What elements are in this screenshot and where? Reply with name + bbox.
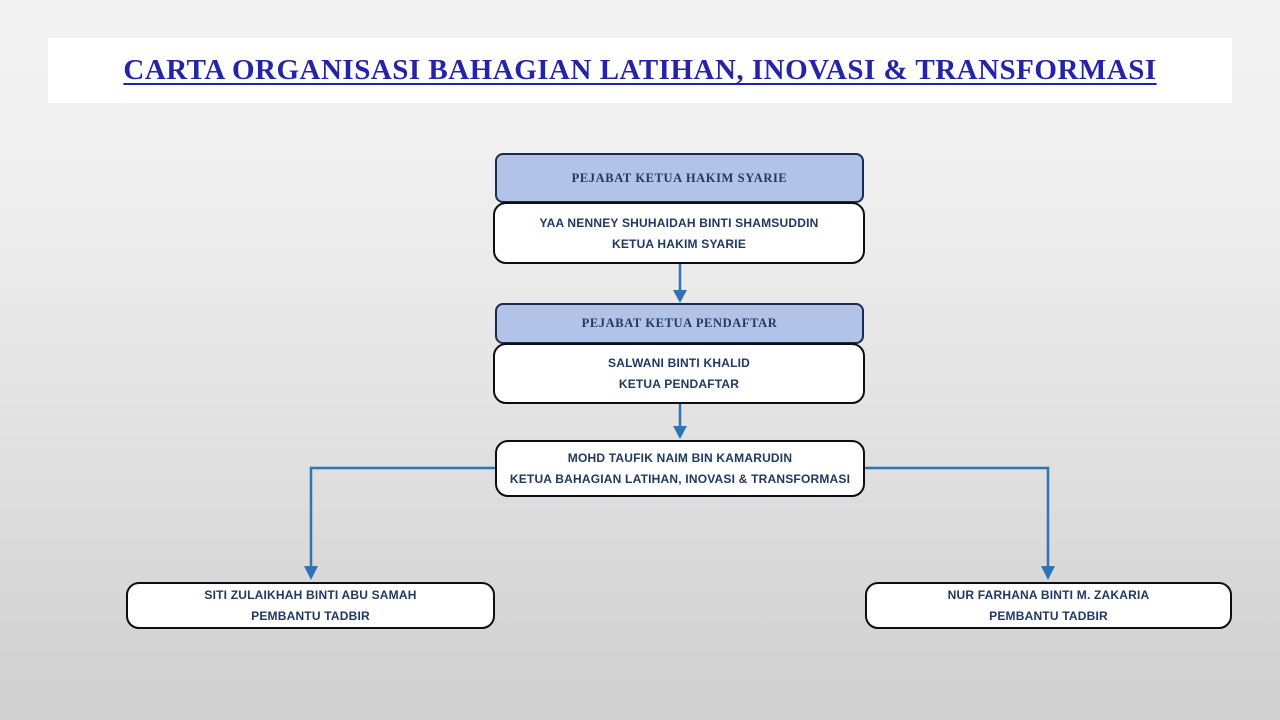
person-name: YAA NENNEY SHUHAIDAH BINTI SHAMSUDDIN [539,215,819,230]
arrowhead-pendaftar-ketua [673,426,687,439]
title-band [48,38,1232,103]
arrowhead-staff-left [304,566,318,580]
person-box-ketua-pendaftar [493,343,865,404]
office-box-ketua-hakim-syarie [495,153,864,203]
connector-ketua-staff-left [311,468,495,567]
person-role: KETUA HAKIM SYARIE [611,236,747,251]
page-title: CARTA ORGANISASI BAHAGIAN LATIHAN, INOVASI & TRANSFORMASI [123,54,1157,86]
office-box-ketua-pendaftar [495,303,864,344]
arrowhead-hakim-pendaftar [673,290,687,303]
person-name: NUR FARHANA BINTI M. ZAKARIA [947,588,1150,602]
person-box-staff-left [126,582,495,629]
person-name: MOHD TAUFIK NAIM BIN KAMARUDIN [567,451,793,465]
office-label: PEJABAT KETUA PENDAFTAR [581,316,778,330]
office-label: PEJABAT KETUA HAKIM SYARIE [571,170,788,185]
person-name: SALWANI BINTI KHALID [608,356,750,370]
connector-ketua-staff-right [865,468,1048,567]
person-role: PEMBANTU TADBIR [251,609,370,623]
person-name: SITI ZULAIKHAH BINTI ABU SAMAH [204,588,417,602]
person-role: PEMBANTU TADBIR [989,609,1108,623]
arrowhead-staff-right [1041,566,1055,580]
person-role: KETUA BAHAGIAN LATIHAN, INOVASI & TRANSFORMASI [509,472,851,486]
person-box-staff-right [865,582,1232,629]
person-role: KETUA PENDAFTAR [618,377,740,391]
person-box-ketua-bahagian [495,440,865,497]
person-box-ketua-hakim-syarie [493,202,865,264]
